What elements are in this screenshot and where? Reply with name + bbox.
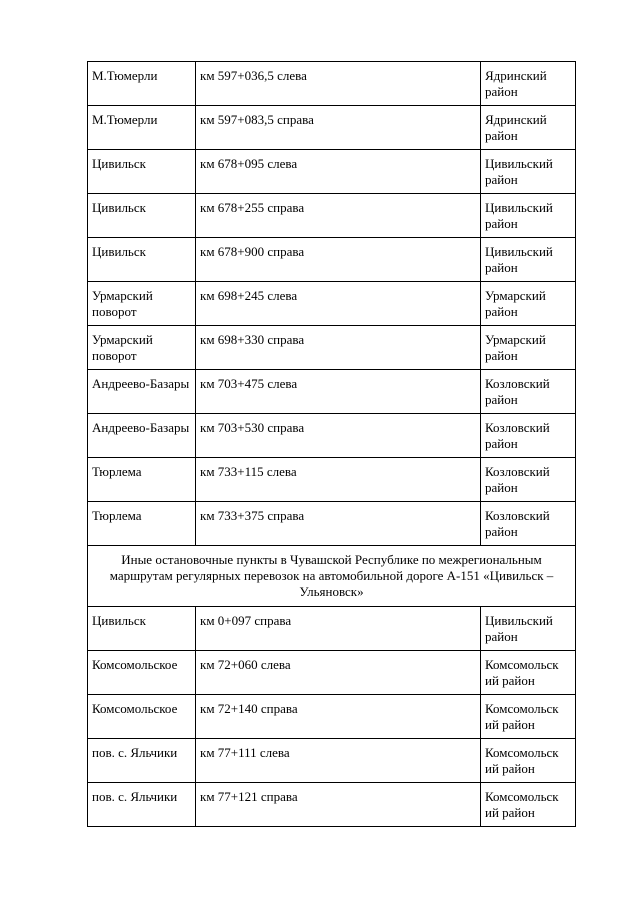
district-cell: Козловский район [481, 414, 576, 458]
district-cell: Цивильский район [481, 150, 576, 194]
place-cell: Тюрлема [88, 458, 196, 502]
place-cell: Андреево-Базары [88, 370, 196, 414]
table-row [88, 607, 576, 651]
table-row [88, 238, 576, 282]
place-cell: Тюрлема [88, 502, 196, 546]
place-cell: Андреево-Базары [88, 414, 196, 458]
table-row [88, 326, 576, 370]
place-cell: пов. с. Яльчики [88, 739, 196, 783]
district-cell: Козловский район [481, 502, 576, 546]
district-cell: Ядринский район [481, 62, 576, 106]
table-row [88, 458, 576, 502]
km-cell: км 698+245 слева [196, 282, 481, 326]
km-cell: км 72+060 слева [196, 651, 481, 695]
km-cell: км 77+111 слева [196, 739, 481, 783]
place-cell: М.Тюмерли [88, 106, 196, 150]
table-row [88, 150, 576, 194]
km-cell: км 72+140 справа [196, 695, 481, 739]
km-cell: км 597+083,5 справа [196, 106, 481, 150]
km-cell: км 678+255 справа [196, 194, 481, 238]
table-row [88, 739, 576, 783]
district-cell: Комсомольск ий район [481, 783, 576, 827]
place-cell: Цивильск [88, 150, 196, 194]
table-row [88, 695, 576, 739]
stops-table [87, 61, 576, 827]
table-row [88, 651, 576, 695]
place-cell: Комсомольское [88, 651, 196, 695]
section-header: Иные остановочные пункты в Чувашской Республике по межрегиональным маршрутам регулярных перевозок на автомобильной дороге А-151 «Цивильск – Ульяновск» [88, 546, 576, 607]
district-cell: Козловский район [481, 458, 576, 502]
section-header-row [88, 546, 576, 607]
km-cell: км 678+095 слева [196, 150, 481, 194]
district-cell: Козловский район [481, 370, 576, 414]
table-row [88, 106, 576, 150]
km-cell: км 597+036,5 слева [196, 62, 481, 106]
km-cell: км 678+900 справа [196, 238, 481, 282]
km-cell: км 733+375 справа [196, 502, 481, 546]
place-cell: Комсомольское [88, 695, 196, 739]
table-row [88, 783, 576, 827]
district-cell: Цивильский район [481, 607, 576, 651]
km-cell: км 733+115 слева [196, 458, 481, 502]
table-row [88, 370, 576, 414]
table-row [88, 414, 576, 458]
place-cell: Цивильск [88, 238, 196, 282]
stops-table-body [88, 62, 576, 827]
place-cell: Цивильск [88, 607, 196, 651]
place-cell: Урмарский поворот [88, 326, 196, 370]
table-row [88, 194, 576, 238]
district-cell: Цивильский район [481, 194, 576, 238]
table-row [88, 282, 576, 326]
place-cell: М.Тюмерли [88, 62, 196, 106]
table-row [88, 502, 576, 546]
district-cell: Урмарский район [481, 326, 576, 370]
place-cell: Цивильск [88, 194, 196, 238]
km-cell: км 698+330 справа [196, 326, 481, 370]
km-cell: км 703+530 справа [196, 414, 481, 458]
place-cell: пов. с. Яльчики [88, 783, 196, 827]
district-cell: Комсомольск ий район [481, 651, 576, 695]
district-cell: Комсомольск ий район [481, 739, 576, 783]
km-cell: км 0+097 справа [196, 607, 481, 651]
table-row [88, 62, 576, 106]
place-cell: Урмарский поворот [88, 282, 196, 326]
km-cell: км 703+475 слева [196, 370, 481, 414]
km-cell: км 77+121 справа [196, 783, 481, 827]
district-cell: Урмарский район [481, 282, 576, 326]
district-cell: Комсомольск ий район [481, 695, 576, 739]
district-cell: Ядринский район [481, 106, 576, 150]
district-cell: Цивильский район [481, 238, 576, 282]
